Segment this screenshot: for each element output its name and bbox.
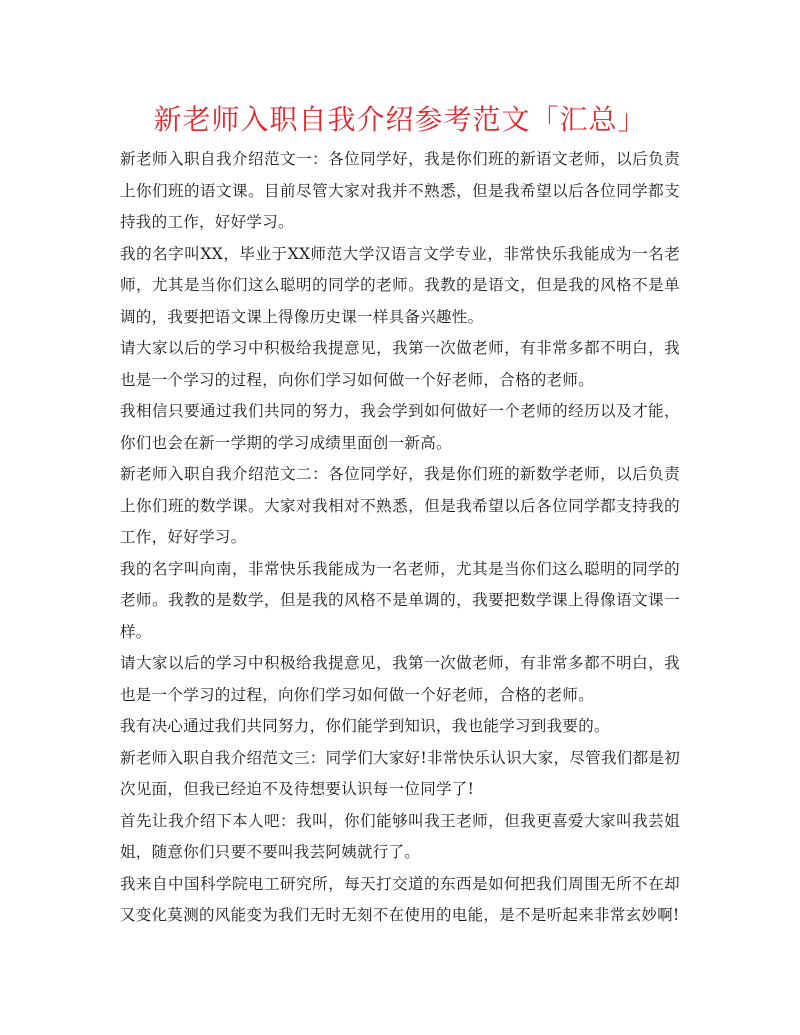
paragraph-9: 新老师入职自我介绍范文三：同学们大家好!非常快乐认识大家，尽管我们都是初次见面，但我已经迫不及待想要认识每一位同学了! xyxy=(120,748,680,798)
paragraph-3: 请大家以后的学习中积极给我提意见，我第一次做老师，有非常多都不明白，我也是一个学习的过程，向你们学习如何做一个好老师，合格的老师。 xyxy=(120,339,680,389)
paragraph-7: 请大家以后的学习中积极给我提意见，我第一次做老师，有非常多都不明白，我也是一个学习的过程，向你们学习如何做一个好老师，合格的老师。 xyxy=(120,654,680,704)
paragraph-8: 我有决心通过我们共同努力，你们能学到知识，我也能学习到我要的。 xyxy=(120,717,610,735)
document-title: 新老师入职自我介绍参考范文「汇总」 xyxy=(153,103,647,136)
paragraph-2: 我的名字叫XX，毕业于XX师范大学汉语言文学专业，非常快乐我能成为一名老师，尤其是当你们这么聪明的同学的老师。我教的是语文，但是我的风格不是单调的，我要把语文课上得像历史课一样具备兴趣性。 xyxy=(120,244,680,326)
paragraph-4: 我相信只要通过我们共同的努力，我会学到如何做好一个老师的经历以及才能，你们也会在新一学期的学习成绩里面创一新高。 xyxy=(120,402,680,452)
paragraph-1: 新老师入职自我介绍范文一：各位同学好，我是你们班的新语文老师，以后负责上你们班的语文课。目前尽管大家对我并不熟悉，但是我希望以后各位同学都支持我的工作，好好学习。 xyxy=(120,150,680,231)
paragraph-6: 我的名字叫向南，非常快乐我能成为一名老师，尤其是当你们这么聪明的同学的老师。我教的是数学，但是我的风格不是单调的，我要把数学课上得像语文课一样。 xyxy=(120,559,680,641)
paragraph-11: 我来自中国科学院电工研究所，每天打交道的东西是如何把我们周围无所不在却又变化莫测的风能变为我们无时无刻不在使用的电能，是不是听起来非常玄妙啊! xyxy=(120,874,680,924)
paragraph-5: 新老师入职自我介绍范文二：各位同学好，我是你们班的新数学老师，以后负责上你们班的数学课。大家对我相对不熟悉，但是我希望以后各位同学都支持我的工作，好好学习。 xyxy=(120,465,680,546)
paragraph-10: 首先让我介绍下本人吧：我叫，你们能够叫我王老师，但我更喜爱大家叫我芸姐姐，随意你们只要不要叫我芸阿姨就行了。 xyxy=(120,811,680,861)
document-body xyxy=(120,144,680,932)
